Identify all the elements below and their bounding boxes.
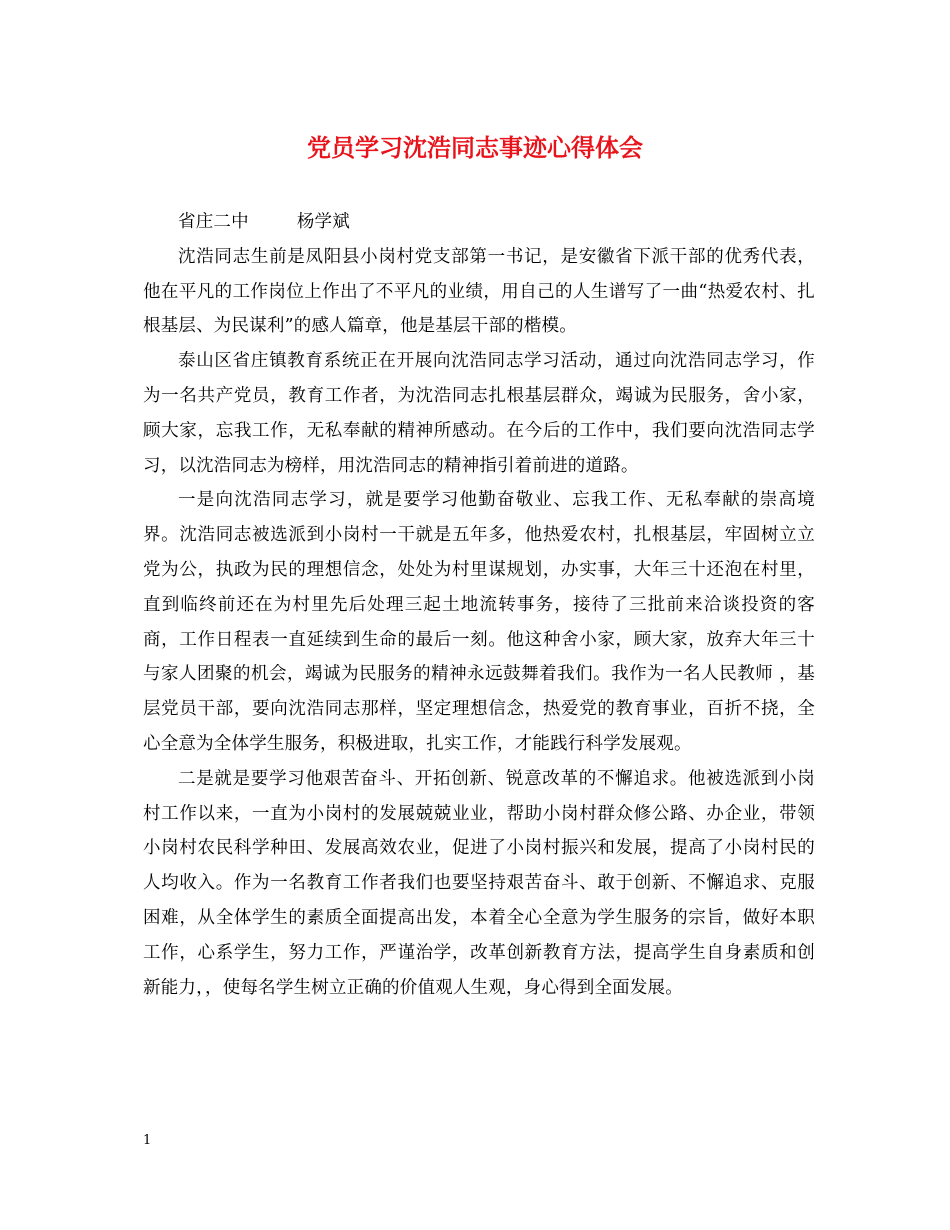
author-name: 杨学斌 <box>296 212 350 232</box>
paragraph-2: 泰山区省庄镇教育系统正在开展向沈浩同志学习活动，通过向沈浩同志学习，作为一名共产党员，教育工作者，为沈浩同志扎根基层群众，竭诚为民服务，舍小家，顾大家，忘我工作，无私奉献的精神所感动。在今后的工作中，我们要向沈浩同志学习，以沈浩同志为榜样，用沈浩同志的精神指引着前进的道路。 <box>143 351 815 476</box>
author-line <box>143 205 815 240</box>
paragraph-1: 沈浩同志生前是凤阳县小岗村党支部第一书记，是安徽省下派干部的优秀代表，他在平凡的工作岗位上作出了不平凡的业绩，用自己的人生谱写了一曲“热爱农村、扎根基层、为民谋利”的感人篇章，他是基层干部的楷模。 <box>143 246 815 337</box>
author-school: 省庄二中 <box>178 212 249 232</box>
document-body <box>143 205 815 1005</box>
paragraph-4: 二是就是要学习他艰苦奋斗、开拓创新、锐意改革的不懈追求。他被选派到小岗村工作以来，一直为小岗村的发展兢兢业业，帮助小岗村群众修公路、办企业，带领小岗村农民科学种田、发展高效农业，促进了小岗村振兴和发展，提高了小岗村民的人均收入。作为一名教育工作者我们也要坚持艰苦奋斗、敢于创新、不懈追求、克服困难，从全体学生的素质全面提高出发，本着全心全意为学生服务的宗旨，做好本职工作，心系学生，努力工作，严谨治学，改革创新教育方法，提高学生自身素质和创新能力，，使每名学生树立正确的价值观人生观，身心得到全面发展。 <box>143 768 815 998</box>
paragraph-3: 一是向沈浩同志学习，就是要学习他勤奋敬业、忘我工作、无私奉献的崇高境界。沈浩同志被选派到小岗村一干就是五年多，他热爱农村，扎根基层，牢固树立立党为公，执政为民的理想信念，处处为村里谋规划，办实事，大年三十还泡在村里，直到临终前还在为村里先后处理三起土地流转事务，接待了三批前来洽谈投资的客商，工作日程表一直延续到生命的最后一刻。他这种舍小家，顾大家，放弃大年三十与家人团聚的机会，竭诚为民服务的精神永远鼓舞着我们。我作为一名人民教师 ，基层党员干部，要向沈浩同志那样，坚定理想信念，热爱党的教育事业，百折不挠，全心全意为全体学生服务，积极进取，扎实工作，才能践行科学发展观。 <box>143 490 815 754</box>
document-title: 党员学习沈浩同志事迹心得体会 <box>307 133 643 162</box>
page-number: 1 <box>143 1133 152 1148</box>
